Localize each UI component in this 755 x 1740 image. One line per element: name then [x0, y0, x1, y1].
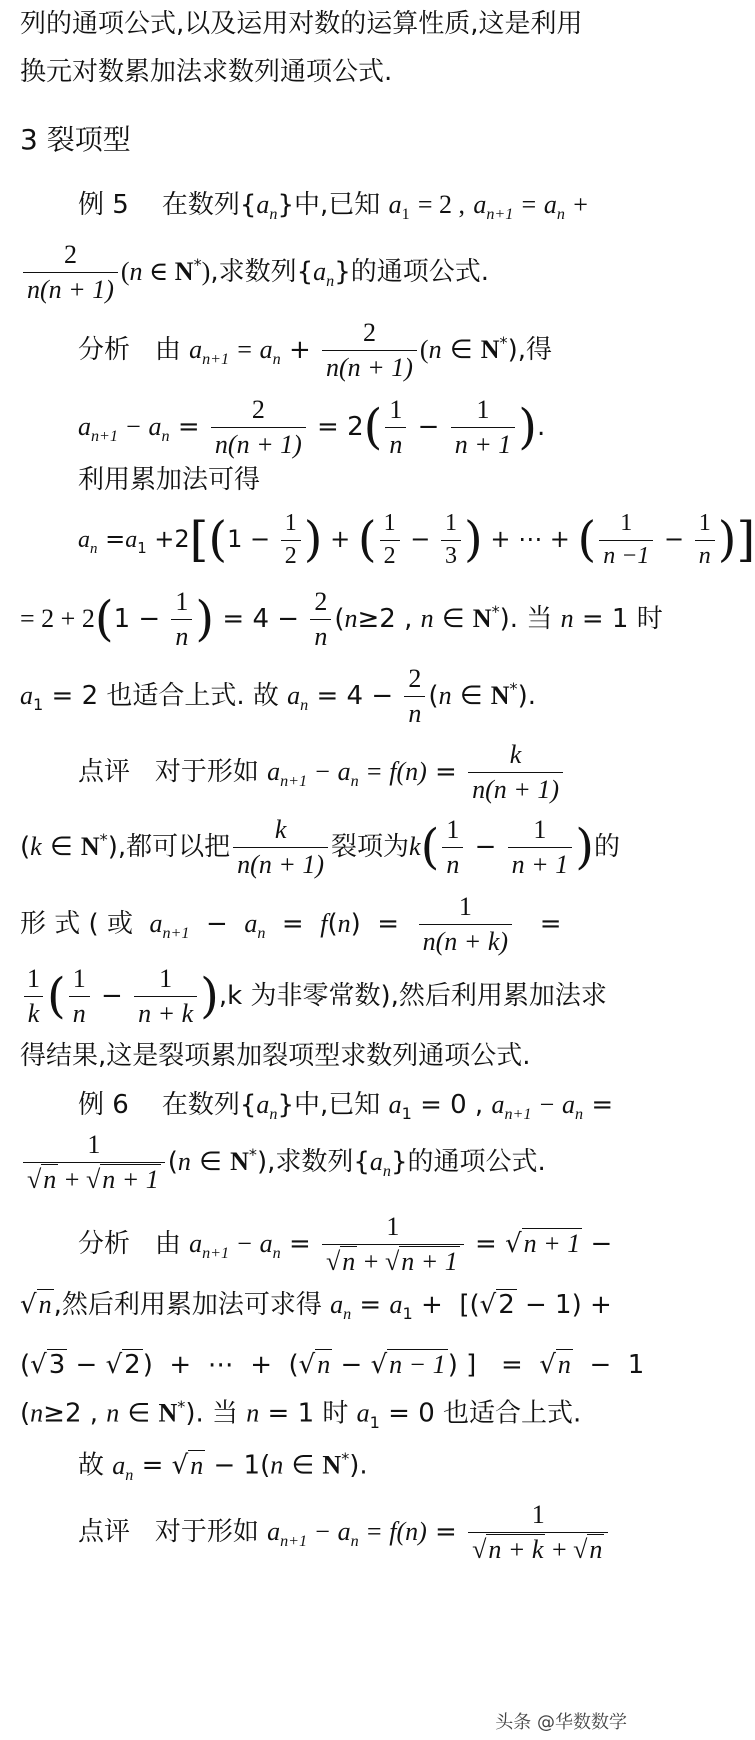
de-text: ,得 [517, 334, 553, 365]
text-line-1: 列的通项公式,以及运用对数的运算性质,这是利用 [20, 9, 583, 39]
conclusion6-line: 故 $a_n = √n - 1(n$ ∈ N*). [78, 1449, 368, 1484]
ex6-text-2: }中,已知 [277, 1090, 381, 1120]
example-6-statement-cont: $\frac{1}{√n + √n + 1}$ (n ∈ N*),求数列$\{a_n\}$的通项公式. [20, 1130, 631, 1195]
comment-line-5: 得结果,这是裂项累加裂项型求数列通项公式. [20, 1041, 531, 1071]
form-or-text: 形 式 ( 或 [20, 908, 133, 939]
accumulate-result: = 2 + 2(1 − $\frac{1}{n}$ ) = 4 − $\frac{2}{n}$ (n≥2 , n ∈ N*). 当 n = 1 时 [20, 587, 663, 651]
example-6-label: 例 6 [78, 1090, 129, 1120]
for-form6-text: 对于形如 [154, 1516, 259, 1547]
analysis6-line-2: √n,然后利用累加法可求得 $a_n = a_1 + [(√2 - 1)$ + [20, 1290, 612, 1324]
analysis-line-1: 分析 由 $a_{n+1} = a_n$ + $\frac{2}{n(n + 1)}$ (n ∈ N*),得 [78, 318, 553, 382]
ex5-question-2: }的通项公式. [334, 256, 489, 287]
by-text: 由 [154, 334, 181, 365]
also-fit2-text: 也适合上式. [443, 1398, 582, 1429]
split-as-text: 裂项为 [331, 831, 410, 862]
then-sum-text: ,然后利用累加法可求得 [53, 1290, 322, 1320]
comment-line-1: 点评 对于形如 $a_{n+1} - a_n = f(n)$ = $\frac{k}{n(n + 1)}$ [78, 740, 631, 805]
accumulate-formula: $a_n =a_1 +2[(1$ − $\frac{1}{2}$ ) + ( $\frac{1}{2}$ − $\frac{1}{3}$ ) + ⋯ + ( $\frac{1}{n -1}$ − $\frac{1}{n}$ )] [78, 510, 755, 569]
analysis6-label: 分析 [78, 1228, 131, 1259]
example-5-statement: 例 5 在数列$\{a_n\}$中,已知 $a_1 = 2$ , $a_{n+1} = a_n$ + [78, 190, 588, 224]
comment-line-2: (k ∈ N*),都可以把 $\frac{k}{n(n + 1)}$ 裂项为k( $\frac{1}{n}$ − $\frac{1}{n + 1}$ )的 [20, 815, 620, 879]
analysis6-line-4: (n≥2 , n ∈ N*). 当 n = 1 时 $a_1 = 0$ 也适合上式. [20, 1397, 582, 1432]
when6-text: . 当 [195, 1398, 238, 1429]
by6-text: 由 [154, 1228, 181, 1259]
comment-line-3: 形 式 ( 或 $a_{n+1} - a_n = f(n)$ = $\frac{1}{n(n + k)}$ = [20, 892, 562, 956]
analysis6-line-3: (√3 − √2) + ⋯ + (√n − √n − 1) ] = √n − 1 [20, 1350, 645, 1380]
ex5-question: ,求数列{ [210, 256, 314, 287]
de2-text: 的 [593, 831, 620, 862]
text-line-2: 换元对数累加法求数列通项公式. [20, 57, 393, 87]
ex5-text: 在数列{ [161, 190, 257, 220]
analysis-label: 分析 [78, 334, 131, 365]
example-6-statement: 例 6 在数列$\{a_n\}$中,已知 $a_1 = 0$ , $a_{n+1} - a_n$ = [78, 1090, 614, 1124]
for-form-text: 对于形如 [154, 756, 259, 787]
shi6-text: 时 [322, 1398, 349, 1429]
when-text: . 当 [509, 603, 553, 634]
conclusion-line: $a_1 = 2$ 也适合上式. 故 $a_n = 4$ − $\frac{2}{n}$ (n ∈ N*). [20, 664, 537, 728]
comment6-line-1: 点评 对于形如 $a_{n+1} - a_n = f(n)$ = $\frac{1}{√n + k + √n}$ [78, 1500, 631, 1565]
also-fit-text: 也适合上式. 故 [106, 680, 279, 711]
ex5-text-2: }中,已知 [277, 190, 381, 220]
watermark: 头条 @华数数学 [495, 1712, 627, 1733]
comment-line-4: $\frac{1}{k}$ ( $\frac{1}{n}$ − $\frac{1}{n + k}$ ),k 为非零常数),然后利用累加法求 [20, 964, 631, 1029]
section-heading: 3 裂项型 [20, 123, 131, 156]
comment6-label: 点评 [78, 1516, 131, 1547]
example-5-label: 例 5 [78, 190, 129, 220]
ex6-question: ,求数列{ [267, 1146, 370, 1177]
gu-text: 故 [78, 1450, 105, 1481]
shi-text: 时 [636, 603, 663, 634]
all-can-text: ,都可以把 [117, 831, 231, 862]
comment-label: 点评 [78, 756, 131, 787]
analysis-line-2: $a_{n+1} - a_n$ = $\frac{2}{n(n + 1)}$ = 2( $\frac{1}{n}$ − $\frac{1}{n + 1}$ ). [78, 395, 546, 459]
analysis6-line-1: 分析 由 $a_{n+1} - a_n$ = $\frac{1}{√n + √n + 1}$ = √n + 1 − [78, 1212, 613, 1276]
ex6-text: 在数列{ [161, 1090, 257, 1120]
example-5-statement-cont: $\frac{2}{n(n + 1)}$ (n ∈ N*),求数列$\{a_n\}$的通项公式. [20, 240, 631, 305]
k-nonzero-text: ,k 为非零常数),然后利用累加法求 [218, 980, 607, 1011]
ex6-question-2: }的通项公式. [390, 1146, 546, 1177]
accumulate-text: 利用累加法可得 [78, 465, 261, 495]
